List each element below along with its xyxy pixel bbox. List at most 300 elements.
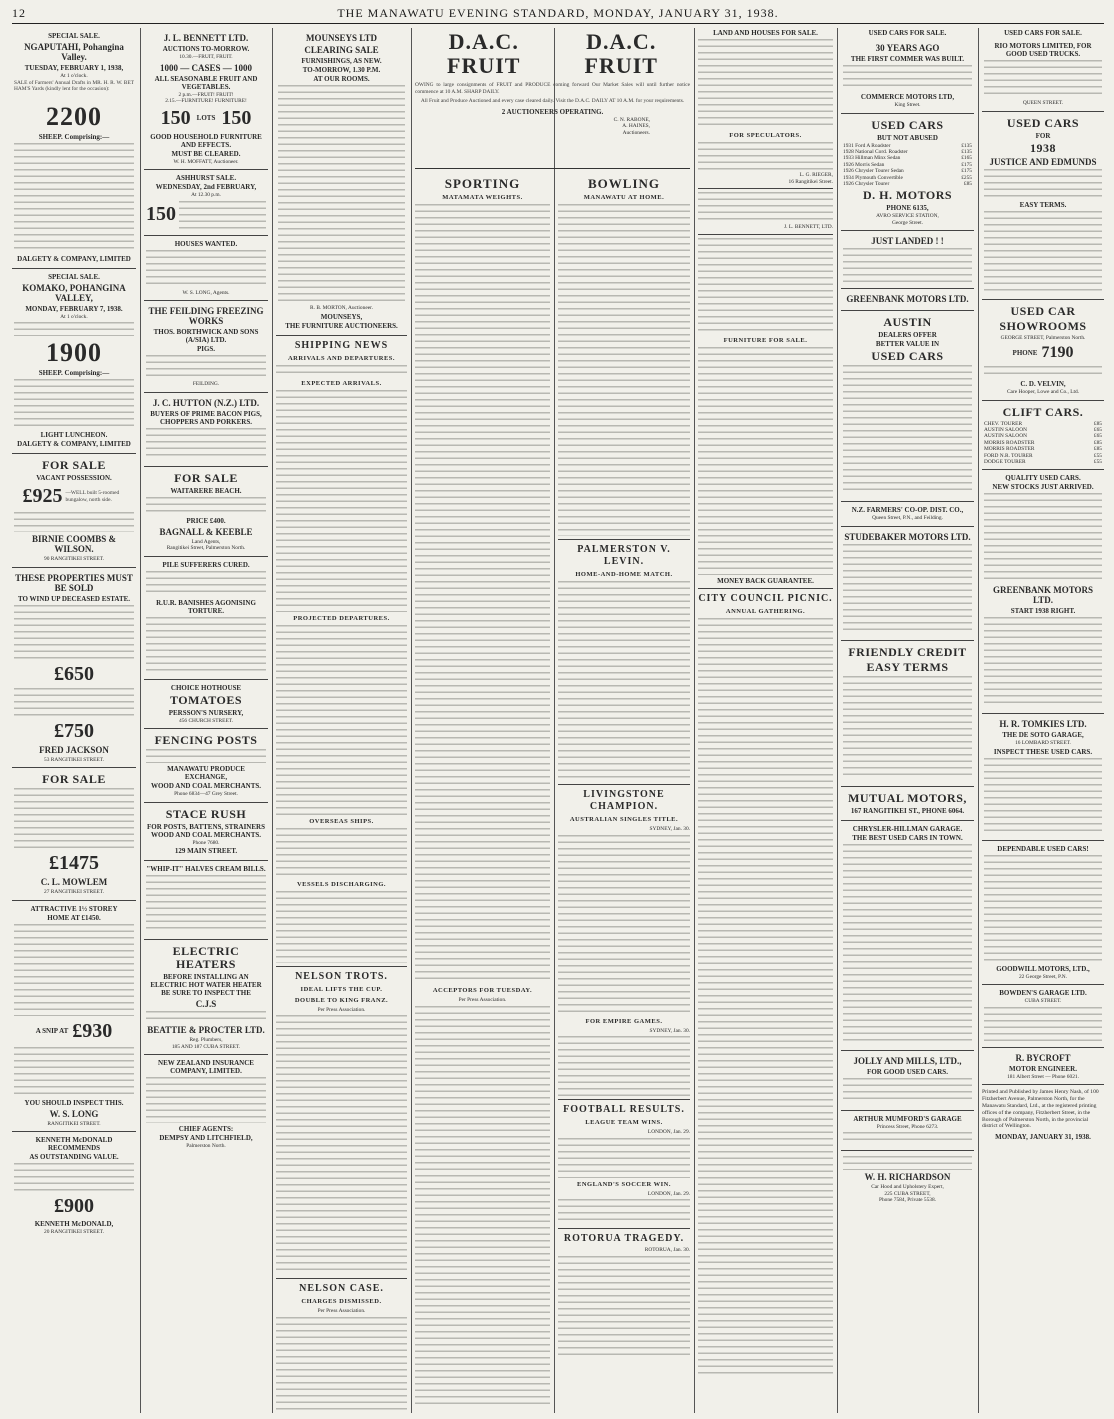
classified-subheading: FURNITURE FOR SALE.	[723, 336, 808, 344]
ad-fencing-posts	[144, 729, 268, 803]
car-model: 1926 Morris Sedan	[843, 161, 885, 168]
ad-body-text	[146, 250, 266, 288]
classified-heading: USED CARS FOR SALE.	[1004, 29, 1082, 37]
company-address: Palmerston North.	[186, 1143, 226, 1149]
classified-text	[698, 535, 833, 575]
ad-heading: J. L. BENNETT LTD.	[163, 33, 249, 43]
ad-heading: CHRYSLER-HILLMAN GARAGE.	[852, 824, 963, 833]
ad-houses-wanted	[144, 236, 268, 302]
ad-ngaputahi-sale	[12, 28, 136, 269]
agent-name: BAGNALL & KEEBLE	[159, 526, 253, 537]
ad-subheading: MOTOR ENGINEER.	[1009, 1064, 1077, 1073]
car-model: 1926 Chrysler Tourer Sedan	[843, 168, 904, 175]
article-subheadline: CHARGES DISMISSED.	[301, 1298, 382, 1305]
ad-place: FEILDING.	[192, 381, 220, 387]
ad-year: 1938	[1030, 140, 1056, 155]
ad-body-text	[14, 379, 134, 429]
ad-body-text	[984, 211, 1102, 293]
article-credit: Per Press Association.	[317, 1308, 366, 1314]
auctioneer: C. N. RABONE,	[613, 116, 650, 123]
ad-body-text	[14, 605, 134, 661]
section-heading: SHIPPING NEWS	[294, 339, 389, 351]
classified-heading: LAND AND HOUSES FOR SALE.	[713, 29, 818, 37]
dac-headline: FRUIT	[447, 53, 521, 78]
price: £930	[72, 1019, 113, 1042]
ad-heading: HOUSES WANTED.	[174, 239, 238, 248]
ad-title: KOMAKO, POHANGINA VALLEY,	[22, 282, 126, 303]
article-subheadline: HOME-AND-HOME MATCH.	[575, 571, 673, 578]
ad-heading: R. BYCROFT	[1015, 1052, 1071, 1063]
printer-imprint: Printed and Published by James Henry Nash, of 100 Fitzherbert Avenue, Palmerston North, for the Manawatu Standard, Ltd., at the registered printing offices of the company, Fitzherbert Street, in the Borough of Palmerston North, in the provincial district of Wellington.	[982, 1089, 1099, 1130]
ad-body-text	[984, 366, 1102, 378]
column-1	[12, 28, 136, 1413]
ad-clift-cars	[982, 401, 1104, 471]
ad-nz-insurance	[144, 1055, 268, 1154]
masthead-title: THE MANAWATU EVENING STANDARD, MONDAY, JANUARY 31, 1938.	[337, 6, 779, 20]
column-7	[841, 28, 974, 1413]
classified-subheading: FOR SPECULATORS.	[729, 132, 802, 139]
company-name: D. H. MOTORS	[862, 188, 953, 203]
agent-name: W. S. LONG	[49, 1108, 99, 1119]
agent-name: KENNETH McDONALD,	[34, 1220, 114, 1228]
ad-body-text	[984, 758, 1102, 834]
ad-heading: FOR SALE	[42, 458, 106, 472]
article-dateline: LONDON, Jan. 29.	[647, 1190, 690, 1197]
ad-commerce-motors	[841, 38, 974, 114]
article-headline: ACCEPTORS FOR TUESDAY.	[432, 987, 533, 994]
ad-body-text	[278, 85, 405, 303]
ad-body-text: —WELL built 5-roomed bungalow, north side.	[65, 490, 120, 503]
ad-feature: 1000 — CASES — 1000	[159, 62, 252, 73]
ad-heading: "WHIP-IT" HALVES CREAM BILLS.	[146, 865, 266, 873]
ad-body-text	[984, 855, 1102, 963]
ad-tomkies	[982, 714, 1104, 841]
company-role: Car Hood and Upholstery Expert,	[871, 1184, 944, 1191]
ad-heading: FOR SALE	[42, 772, 106, 786]
car-price: £165	[961, 155, 972, 162]
ad-jolly-mills	[841, 1051, 974, 1111]
ad-subheading: VACANT POSSESSION.	[36, 474, 112, 482]
ad-body-text	[146, 749, 266, 763]
ad-body-text	[14, 924, 134, 1016]
company-phone: Phone 6834—47 Grey Street.	[174, 791, 238, 797]
ad-bowdens-garage	[982, 985, 1104, 1048]
article-subheadline: DOUBLE TO KING FRANZ.	[294, 996, 389, 1004]
article-text	[558, 1256, 690, 1356]
phone-number: 7190	[1041, 344, 1074, 361]
ad-title: CLEARING SALE	[304, 45, 379, 55]
ad-body-text	[843, 1132, 972, 1144]
ad-time: At 1 o'clock.	[60, 73, 88, 79]
ad-mutual-motors	[841, 787, 974, 821]
ad-ashhurst-sale	[144, 170, 268, 236]
ad-line: 10.30.—FRUIT, FRUIT.	[179, 54, 233, 60]
ad-heading: QUALITY USED CARS.	[1005, 474, 1081, 483]
classified-agent: J. L. BENNETT, LTD.	[784, 224, 833, 230]
ad-subheading: BUT NOT ABUSED	[877, 133, 938, 142]
ad-body-text	[843, 544, 972, 634]
ad-dh-motors	[841, 114, 974, 232]
ad-body-text	[14, 512, 134, 532]
ad-subheading: BETTER VALUE IN	[875, 340, 940, 349]
ad-body-text	[843, 1156, 972, 1170]
company-address: King Street.	[894, 102, 921, 108]
car-price: £65	[1093, 433, 1102, 440]
article-dateline: ROTORUA, Jan. 30.	[644, 1247, 690, 1253]
article-text	[558, 1199, 690, 1225]
ad-note: A SNIP AT	[35, 1027, 69, 1035]
ad-line: 2.15.—FURNITURE! FURNITURE!	[165, 98, 247, 104]
article-subheadline: ENGLAND'S SOCCER WIN.	[577, 1180, 671, 1188]
ad-body-text	[984, 493, 1102, 583]
article-text	[415, 1006, 550, 1406]
column-rule	[411, 28, 412, 1413]
company-address: Queen Street, P.N., and Feilding.	[872, 515, 943, 522]
company-address: 16 LOMBARD STREET.	[1015, 740, 1071, 747]
ad-subheading: R.U.R. BANISHES AGONISING TORTURE.	[156, 598, 256, 615]
company-address: GEORGE STREET, Palmerston North.	[1000, 334, 1086, 341]
ad-feilding-freezing	[144, 301, 268, 393]
ad-wh-richardson	[841, 1151, 974, 1208]
ad-subheading: THE DE SOTO GARAGE,	[1002, 731, 1084, 740]
ad-body-text	[843, 248, 972, 282]
car-price: £85	[963, 180, 972, 187]
ad-subheading: DEALERS OFFER	[878, 331, 937, 340]
ad-subheading: THE BEST USED CARS IN TOWN.	[852, 833, 963, 842]
agent-name: C. L. MOWLEM	[40, 877, 108, 887]
agent-address: RANGITIKEI STREET.	[47, 1120, 101, 1127]
ad-heading: ELECTRIC HEATERS	[172, 944, 240, 971]
ad-heading: N.Z. FARMERS' CO-OP. DIST. CO.,	[851, 506, 964, 515]
ad-body-text	[14, 143, 134, 253]
article-dateline: LONDON, Jan. 29.	[647, 1129, 690, 1135]
company-name: MANAWATU PRODUCE EXCHANGE,	[167, 765, 245, 781]
ad-austin-dealers	[841, 311, 974, 502]
car-list	[984, 421, 1102, 466]
article-text	[698, 618, 833, 1378]
ad-heading: RIO MOTORS LIMITED, FOR GOOD USED TRUCKS.	[994, 42, 1092, 58]
article-subheadline: LEAGUE TEAM WINS.	[585, 1119, 663, 1126]
article-headline: ROTORUA TRAGEDY.	[563, 1233, 685, 1244]
ad-body-text	[843, 1078, 972, 1104]
article-headline: FOR EMPIRE GAMES.	[585, 1017, 663, 1025]
ad-rur	[144, 557, 268, 680]
column-6	[698, 28, 833, 1413]
ad-subheading: WOOD AND COAL MERCHANTS.	[150, 782, 262, 790]
ad-body-text	[146, 617, 266, 673]
ad-subheading: FOR POSTS, BATTENS, STRAINERS WOOD AND COAL MERCHANTS.	[147, 822, 265, 839]
ad-heading: ARTHUR MUMFORD'S GARAGE	[853, 1114, 962, 1123]
ad-heading: SPECIAL SALE.	[48, 272, 100, 281]
company-address: Princess Street, Phone 6273.	[876, 1123, 939, 1130]
ad-chrysler-hillman	[841, 821, 974, 1051]
ad-heading: AUSTIN	[883, 315, 932, 330]
price: £650	[54, 662, 94, 685]
company-phone: Phone 7680.	[192, 839, 220, 846]
car-price: £85	[1093, 420, 1102, 427]
article-text	[276, 1015, 407, 1275]
company-address: 185 AND 187 CUBA STREET.	[171, 1043, 241, 1050]
ad-bagnall-keeble	[144, 467, 268, 557]
ad-heading: CHOICE HOTHOUSE	[170, 683, 242, 692]
agent-name: FRED JACKSON	[39, 744, 109, 755]
car-listing	[984, 459, 1102, 465]
ad-body-text	[146, 875, 266, 933]
ad-note: EASY TERMS.	[1019, 200, 1067, 209]
section-subheading: VESSELS DISCHARGING.	[296, 880, 387, 888]
ad-body-text	[14, 1047, 134, 1097]
article-text	[276, 1317, 407, 1414]
ad-line: 2 p.m.—FRUIT! FRUIT!	[178, 91, 234, 98]
ad-heading: USED CARS	[871, 117, 944, 132]
car-price: £85	[1093, 439, 1102, 446]
section-subheading: EXPECTED ARRIVALS.	[301, 379, 382, 387]
company-address: CUBA STREET.	[1024, 998, 1062, 1005]
price: £750	[54, 719, 94, 742]
ad-body-text	[14, 322, 134, 336]
column-rule	[140, 28, 141, 1413]
ad-subheading: THE FIRST COMMER WAS BUILT.	[850, 55, 965, 63]
agent-address: 90 RANGITIKEI STREET.	[44, 556, 104, 562]
ad-body-text	[843, 844, 972, 1044]
company-name: THOS. BORTHWICK AND SONS (A/SIA) LTD.	[153, 328, 259, 344]
car-price: £135	[961, 142, 972, 149]
car-model: 1931 Ford A Roadster	[843, 142, 891, 149]
ad-mounseys-clearing-sale	[276, 28, 407, 336]
ad-heading: USED CARS	[1006, 115, 1080, 130]
lot-count: 150	[160, 106, 191, 129]
ad-note: START 1938 RIGHT.	[1010, 607, 1076, 616]
classified-text	[698, 39, 833, 129]
ad-time: At 12.30 p.m.	[191, 192, 221, 198]
ad-heading: FENCING POSTS	[154, 733, 258, 747]
ad-body-text	[843, 365, 972, 495]
ad-subheading: BEFORE INSTALLING AN ELECTRIC HOT WATER HEATER BE SURE TO INSPECT THE	[150, 973, 262, 997]
ad-body-text	[984, 60, 1102, 98]
ad-heading: H. R. TOMKIES LTD.	[999, 719, 1087, 730]
ad-body-text	[984, 1007, 1102, 1041]
car-model: FORD N.R. TOURER	[984, 452, 1033, 459]
ad-just-landed	[841, 231, 974, 289]
ad-line: LOTS	[196, 114, 216, 122]
company-address: QUEEN STREET.	[1022, 100, 1064, 106]
article-headline: CITY COUNCIL PICNIC.	[698, 592, 833, 604]
company-address: George Street.	[891, 219, 924, 226]
ad-subheading: FOR	[1035, 131, 1051, 140]
classified-text	[698, 192, 833, 222]
ad-heading: MUTUAL MOTORS,	[848, 790, 967, 805]
ad-title: EASY TERMS	[866, 659, 949, 674]
article-text	[558, 835, 690, 1015]
article-text	[276, 625, 407, 815]
article-headline: MATAMATA WEIGHTS.	[442, 194, 523, 201]
ad-date: TO-MORROW, 1.30 P.M.	[302, 66, 381, 74]
ad-heading: JOLLY AND MILLS, LTD.,	[853, 1055, 962, 1066]
sheep-count: 150	[146, 203, 176, 225]
shipping-news	[276, 340, 407, 963]
article-text	[276, 365, 407, 377]
ad-body-text	[843, 65, 972, 91]
ad-greenbank-motors	[841, 289, 974, 311]
ad-subheading: BUYERS OF PRIME BACON PIGS, CHOPPERS AND PORKERS.	[150, 409, 262, 426]
ad-body-text	[984, 617, 1102, 707]
car-model: 1934 Plymouth Convertible	[843, 174, 903, 181]
article-dateline: SYDNEY, Jan. 30.	[649, 826, 690, 832]
company-name: BEATTIE & PROCTER LTD.	[147, 1025, 265, 1035]
ad-heading: W. H. RICHARDSON	[864, 1172, 951, 1183]
ad-heading: THESE PROPERTIES MUST BE SOLD	[15, 572, 133, 593]
column-rule	[837, 28, 838, 1413]
classified-heading: USED CARS FOR SALE.	[868, 29, 947, 37]
ad-date: MONDAY, FEBRUARY 7, 1938.	[25, 304, 123, 313]
ad-used-car-showrooms	[982, 300, 1104, 401]
ad-friendly-credit	[841, 641, 974, 787]
ad-heading: THE FEILDING FREEZING WORKS	[148, 306, 264, 326]
article-subheadline: IDEAL LIFTS THE CUP.	[300, 985, 383, 993]
ad-title: USED CARS	[871, 349, 944, 364]
ad-justice-edmunds	[982, 112, 1104, 300]
sheep-count: 1900	[46, 338, 102, 367]
column-rule	[272, 28, 273, 1413]
ad-note: LIGHT LUNCHEON.	[40, 431, 108, 439]
ad-goodwill-motors	[982, 841, 1104, 986]
dac-logo: D.A.C.	[448, 29, 519, 54]
ad-body-text: SALE of Farmers' Annual Drafts in MR. H. R. W. BETHAM'S Yards (kindly lent for the occasion):	[14, 79, 134, 92]
ad-stace-rush	[144, 803, 268, 862]
auctioneer: W. H. MOFFATT, Auctioneer.	[173, 158, 239, 165]
ad-heading: ASHHURST SALE.	[175, 174, 237, 182]
ad-heading: JUST LANDED ! !	[871, 236, 944, 247]
ad-subheading: FOR GOOD USED CARS.	[867, 1067, 948, 1076]
ad-bycroft	[982, 1048, 1104, 1086]
dac-notice: OWING to large consignments of FRUIT and PRODUCE coming forward Our Market Sales will until further notice commence at 10 A.M. SHARP DAILY.	[415, 82, 690, 95]
car-model: 1926 Chrysler Tourer	[843, 180, 890, 187]
ad-jl-bennett	[144, 28, 268, 170]
column-5	[558, 172, 690, 1413]
column-8	[982, 28, 1104, 1413]
article-credit: Per Press Association.	[317, 1006, 366, 1013]
classified-text	[698, 238, 833, 334]
ad-heading: 30 YEARS AGO	[875, 43, 940, 53]
company-address: 456 CHURCH STREET.	[179, 717, 233, 724]
car-model: 1933 Hillman Minx Sedan	[843, 155, 901, 162]
ad-heading: BOWDEN'S GARAGE LTD.	[999, 989, 1087, 998]
ad-body-text	[14, 688, 134, 718]
ad-subheading: HOME AT £1450.	[47, 913, 101, 922]
ad-heading: ATTRACTIVE 1½ STOREY	[30, 904, 118, 913]
ad-title: TOMATOES	[169, 692, 243, 707]
ad-time: At 1 o'clock.	[60, 313, 88, 320]
car-model: AUSTIN SALOON	[984, 433, 1027, 440]
car-model: CHEV. TOURER	[984, 420, 1023, 427]
dac-logo: D.A.C.	[586, 29, 657, 54]
article-headline: PALMERSTON V. LEVIN.	[577, 544, 671, 567]
ad-subheading: FURNISHINGS, AS NEW.	[301, 57, 382, 65]
column-2	[144, 28, 268, 1413]
car-price: £175	[961, 161, 972, 168]
column-4	[415, 172, 550, 1413]
company-name: DEMPSY AND LITCHFIELD,	[159, 1134, 253, 1142]
masthead	[12, 4, 1104, 24]
lot-count: 150	[221, 106, 252, 129]
ad-body-text	[14, 788, 134, 850]
car-price: £55	[1093, 458, 1102, 465]
company-role: THE FURNITURE AUCTIONEERS.	[285, 321, 398, 330]
imprint-date: MONDAY, JANUARY 31, 1938.	[995, 1133, 1091, 1142]
ad-title: SHOWROOMS	[999, 318, 1087, 333]
car-model: AUSTIN SALOON	[984, 426, 1027, 433]
auctioneer: A. HAINES,	[622, 123, 650, 129]
ad-body-text	[984, 169, 1102, 199]
ad-subheading: AUCTIONS TO-MORROW.	[162, 45, 250, 53]
agent-name: W. S. LONG, Agents.	[182, 289, 230, 296]
price: PRICE £400.	[186, 516, 226, 525]
classified-text	[698, 347, 833, 533]
classified-note: MONEY BACK GUARANTEE.	[717, 576, 814, 585]
agent-address: Rangitikei Street, Palmerston North.	[166, 545, 246, 551]
article-text	[276, 828, 407, 878]
classified-agent: L. G. RIEGER,	[799, 172, 833, 178]
ad-body-text	[146, 497, 266, 515]
ad-note: YOU SHOULD INSPECT THIS.	[24, 1098, 124, 1107]
ad-heading: KENNETH McDONALD RECOMMENDS	[35, 1136, 113, 1152]
ad-title: C.J.S	[195, 999, 217, 1009]
company-address: 181 Albert Street — Phone 6021.	[1007, 1073, 1079, 1080]
dac-notice: All Fruit and Produce Auctioned and every case cleared daily. Visit the D.A.C. DAILY AT 10 A.M. for your requirements.	[420, 98, 685, 104]
company-phone: Phone 7584, Private 5538.	[878, 1197, 937, 1204]
ad-komako-sale	[12, 269, 136, 455]
section-subheading: PROJECTED DEPARTURES.	[293, 614, 390, 622]
article-dateline: SYDNEY, Jan. 30.	[649, 1027, 690, 1034]
ad-heading: STACE RUSH	[165, 806, 247, 821]
article-text	[558, 581, 690, 781]
agent-address: 20 RANGITIKEI STREET.	[44, 1229, 104, 1235]
section-heading: BOWLING	[587, 176, 660, 191]
article-subheadline: AUSTRALIAN SINGLES TITLE.	[569, 816, 679, 823]
car-model: MORRIS ROADSTER	[984, 439, 1035, 446]
ad-heading: PILE SUFFERERS CURED.	[162, 560, 250, 569]
ad-body-text	[179, 201, 266, 229]
article-text	[558, 204, 690, 536]
article-text	[558, 1036, 690, 1096]
ad-body-text	[146, 1011, 266, 1023]
company-address: 225 CUBA STREET,	[884, 1190, 931, 1197]
car-list	[843, 143, 972, 188]
ad-title: NGAPUTAHI, Pohangina Valley.	[24, 42, 124, 62]
representative: C. D. VELVIN,	[1020, 380, 1066, 388]
ad-body-text	[14, 1163, 134, 1193]
ad-heading: FOR SALE	[174, 470, 238, 485]
company-role: Reg. Plumbers,	[189, 1037, 223, 1043]
section-heading: SPORTING	[444, 176, 521, 191]
company-name: GREENBANK MOTORS LTD.	[992, 585, 1094, 606]
car-price: £255	[961, 174, 972, 181]
ad-birnie-coombs	[12, 454, 136, 568]
article-text	[276, 390, 407, 612]
article-subheadline: ANNUAL GATHERING.	[725, 607, 806, 615]
ad-body-text	[146, 1077, 266, 1123]
column-3	[276, 28, 407, 1413]
ad-body-text	[146, 355, 266, 379]
company-role: AVRO SERVICE STATION,	[876, 213, 939, 220]
ad-subheading: AS OUTSTANDING VALUE.	[29, 1153, 119, 1161]
column-rule	[694, 28, 695, 1413]
column-rule	[978, 28, 979, 1413]
ad-heading: SPECIAL SALE.	[48, 32, 100, 40]
agent-role: Land Agents,	[191, 538, 221, 545]
article-headline: MANAWATU AT HOME.	[583, 194, 665, 201]
agent-address: 27 RANGITIKEI STREET.	[44, 889, 104, 895]
